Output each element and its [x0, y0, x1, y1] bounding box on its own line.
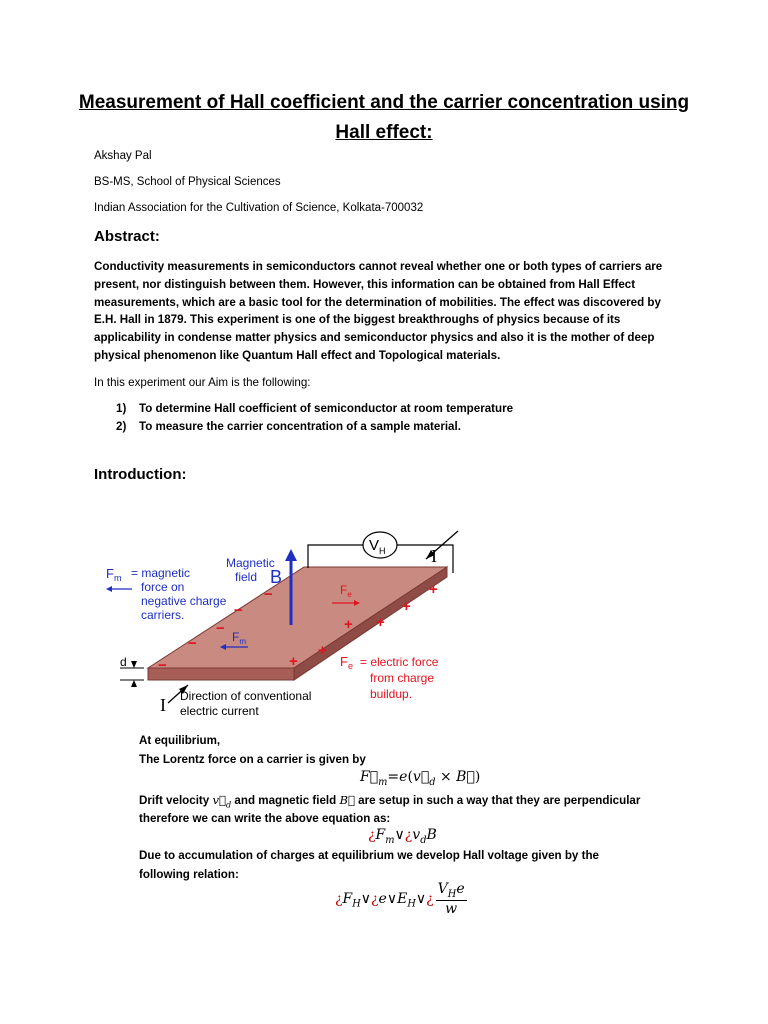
fm-desc-2: force on	[141, 580, 185, 594]
drift-text-3: are setup in such a way that they are perpendicular	[358, 794, 641, 807]
aim-text: To measure the carrier concentration of a sample material.	[139, 420, 461, 433]
title-line-2: Hall effect:	[335, 122, 433, 143]
aim-number: 1)	[116, 402, 127, 415]
lorentz-equation: $F⃗_m=e(v⃗_d$ × B⃗)	[360, 769, 481, 788]
fe-slab-label: $F_e$	[340, 583, 352, 599]
author-program: BS-MS, School of Physical Sciences	[94, 176, 281, 188]
field-label-1: Magnetic	[226, 556, 275, 570]
eq-intro-2: The Lorentz force on a carrier is given by	[139, 753, 366, 766]
arrowhead-icon	[285, 549, 297, 561]
negative-charge: −	[158, 657, 167, 674]
accum-text-1: Due to accumulation of charges at equilibrium we develop Hall voltage given by the	[139, 849, 599, 862]
arrowhead-icon	[131, 680, 137, 687]
negative-charge: −	[216, 620, 225, 637]
positive-charge: +	[429, 581, 438, 598]
aim-intro: In this experiment our Aim is the following:	[94, 376, 311, 389]
hall-voltage-equation: ¿$F_H\vee¿e\vee E_H\vee¿$ $\frac{V_He}{w}$	[335, 881, 465, 917]
drift-velocity-symbol: $v⃗_d$	[212, 793, 232, 810]
abstract-heading: Abstract:	[94, 228, 160, 245]
positive-charge: +	[402, 598, 411, 615]
drift-text-2: and magnetic field	[234, 794, 337, 807]
drift-text-4: therefore we can write the above equation as:	[139, 812, 391, 825]
meter-wire-left	[308, 545, 364, 568]
arrowhead-icon	[131, 661, 137, 668]
arrowhead-icon	[106, 586, 112, 592]
current-desc-2: electric current	[180, 704, 259, 718]
negative-charge: −	[188, 635, 197, 652]
negative-charge: −	[264, 586, 273, 603]
hall-effect-figure	[96, 515, 468, 725]
author-name: Akshay Pal	[94, 150, 152, 162]
current-label-top: I	[431, 546, 437, 566]
fm-slab-label: $F_m$	[232, 630, 247, 646]
aim-item-2	[116, 418, 513, 436]
positive-charge: +	[344, 616, 353, 633]
positive-charge: +	[318, 642, 327, 659]
aim-item-1	[116, 400, 513, 418]
eq-intro-1: At equilibrium,	[139, 734, 221, 747]
positive-charge: +	[289, 653, 298, 670]
drift-sentence	[139, 793, 640, 809]
hall-fraction: $\frac{V_He}{w}$	[437, 881, 465, 917]
magnetic-field-symbol: B⃗	[339, 793, 355, 807]
fe-desc-2: from charge	[370, 671, 435, 685]
paper-title	[60, 88, 708, 148]
fm-desc-1: = magnetic	[131, 566, 191, 580]
slab-front-face	[148, 668, 294, 680]
aim-text: To determine Hall coefficient of semiconductor at room temperature	[139, 402, 514, 415]
field-label-2: field	[235, 570, 258, 584]
fe-symbol: $F_e$	[340, 654, 353, 671]
thickness-label: d	[120, 655, 127, 669]
fm-desc-4: carriers.	[141, 608, 185, 622]
meter-label: $V_H$	[369, 537, 386, 556]
magnitude-equation: ¿$F_m\vee¿v_dB$	[368, 827, 437, 846]
aim-number: 2)	[116, 420, 127, 433]
author-institute: Indian Association for the Cultivation of Science, Kolkata-700032	[94, 202, 424, 214]
title-line-1: Measurement of Hall coefficient and the carrier concentration using	[78, 92, 690, 113]
fm-symbol: $F_m$	[106, 566, 122, 583]
introduction-heading: Introduction:	[94, 466, 187, 483]
accum-text-2: following relation:	[139, 868, 239, 881]
negative-charge: −	[234, 602, 243, 619]
field-symbol: B	[270, 567, 283, 587]
abstract-body: Conductivity measurements in semiconductors cannot reveal whether one or both types of carriers are present, nor distinguish between them. However, this information can be obtained from Hall Effect measurements, which are a basic tool for the determination of mobilities. The effect was discovered by E.H. Hall in 1879. This experiment is one of the biggest breakthroughs of physics because of its applicability in condense matter physics and semiconductor physics and also it is the mother of deep physical phenomenon like Quantum Hall effect and Topological materials.	[94, 260, 663, 362]
drift-text-1: Drift velocity	[139, 794, 210, 807]
fe-desc-1: = electric force	[360, 655, 439, 669]
current-label-bottom: I	[160, 695, 166, 715]
fm-desc-3: negative charge	[141, 594, 227, 608]
current-desc-1: Direction of conventional	[180, 689, 312, 703]
aim-list	[116, 400, 513, 436]
positive-charge: +	[376, 614, 385, 631]
fe-desc-3: buildup.	[370, 687, 413, 701]
